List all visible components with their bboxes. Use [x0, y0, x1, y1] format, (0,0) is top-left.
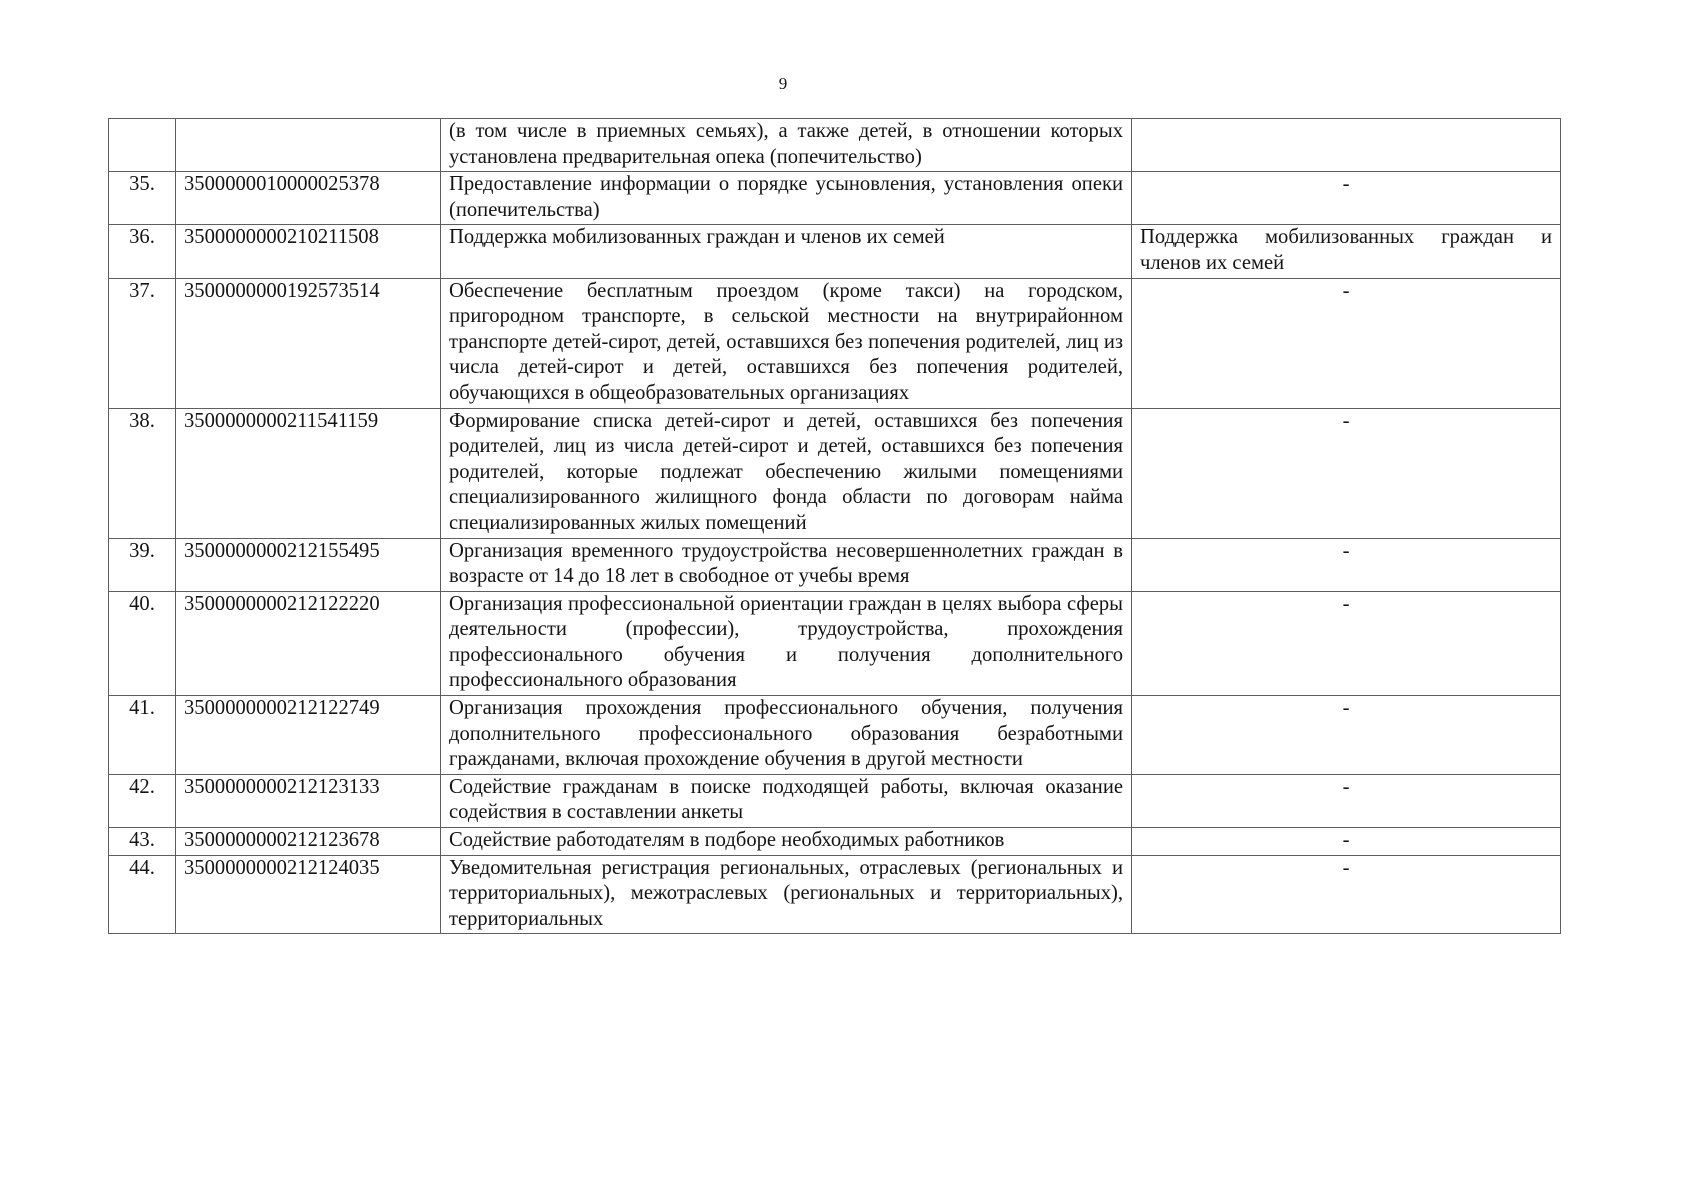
service-code: 3500000000212124035 — [176, 855, 441, 934]
row-number: 42. — [109, 774, 176, 827]
table-row — [109, 855, 1561, 934]
related-service: Поддержка мобилизованных граждан и членов их семей — [1132, 225, 1561, 278]
table-row — [109, 828, 1561, 856]
related-service — [1132, 119, 1561, 172]
service-name: Организация прохождения профессионального обучения, получения дополнительного профессионального образования безработными гражданами, включая прохождение обучения в другой местности — [441, 696, 1132, 775]
row-number: 43. — [109, 828, 176, 856]
services-table — [108, 118, 1561, 934]
row-number — [109, 119, 176, 172]
service-code: 3500000000192573514 — [176, 278, 441, 408]
service-code: 3500000000212122749 — [176, 696, 441, 775]
table-row — [109, 278, 1561, 408]
service-name: Обеспечение бесплатным проездом (кроме такси) на городском, пригородном транспорте, в сельской местности на внутрирайонном транспорте детей-сирот, детей, оставшихся без попечения родителей, лиц из числа детей-сирот и детей, оставшихся без попечения родителей, обучающихся в общеобразовательных организациях — [441, 278, 1132, 408]
service-name: Поддержка мобилизованных граждан и членов их семей — [441, 225, 1132, 278]
page-number: 9 — [778, 74, 788, 93]
service-name: Формирование списка детей-сирот и детей, оставшихся без попечения родителей, лиц из числа детей-сирот и детей, оставшихся без попечения родителей, которые подлежат обеспечению жилыми помещениями специализированного жилищного фонда области по договорам найма специализированных жилых помещений — [441, 408, 1132, 538]
service-name: (в том числе в приемных семьях), а также детей, в отношении которых установлена предварительная опека (попечительство) — [441, 119, 1132, 172]
row-number: 37. — [109, 278, 176, 408]
related-service: - — [1132, 828, 1561, 856]
related-service: - — [1132, 278, 1561, 408]
service-code: 3500000010000025378 — [176, 172, 441, 225]
table-row — [109, 408, 1561, 538]
table-row — [109, 774, 1561, 827]
related-service: - — [1132, 855, 1561, 934]
table-row — [109, 591, 1561, 695]
service-code: 3500000000212123133 — [176, 774, 441, 827]
table-row — [109, 696, 1561, 775]
related-service: - — [1132, 408, 1561, 538]
row-number: 40. — [109, 591, 176, 695]
table-row — [109, 172, 1561, 225]
table-row — [109, 538, 1561, 591]
service-code: 3500000000210211508 — [176, 225, 441, 278]
row-number: 35. — [109, 172, 176, 225]
row-number: 39. — [109, 538, 176, 591]
service-name: Содействие гражданам в поиске подходящей работы, включая оказание содействия в составлении анкеты — [441, 774, 1132, 827]
service-name: Предоставление информации о порядке усыновления, установления опеки (попечительства) — [441, 172, 1132, 225]
related-service: - — [1132, 696, 1561, 775]
service-code: 3500000000211541159 — [176, 408, 441, 538]
row-number: 41. — [109, 696, 176, 775]
service-name: Организация временного трудоустройства несовершеннолетних граждан в возрасте от 14 до 18 лет в свободное от учебы время — [441, 538, 1132, 591]
related-service: - — [1132, 591, 1561, 695]
service-code: 3500000000212123678 — [176, 828, 441, 856]
related-service: - — [1132, 774, 1561, 827]
service-name: Содействие работодателям в подборе необходимых работников — [441, 828, 1132, 856]
service-name: Организация профессиональной ориентации граждан в целях выбора сферы деятельности (профессии), трудоустройства, прохождения профессионального обучения и получения дополнительного профессионального образования — [441, 591, 1132, 695]
service-code — [176, 119, 441, 172]
related-service: - — [1132, 172, 1561, 225]
row-number: 44. — [109, 855, 176, 934]
service-code: 3500000000212122220 — [176, 591, 441, 695]
service-code: 3500000000212155495 — [176, 538, 441, 591]
table-row — [109, 225, 1561, 278]
row-number: 36. — [109, 225, 176, 278]
table-row — [109, 119, 1561, 172]
service-name: Уведомительная регистрация региональных, отраслевых (региональных и территориальных), межотраслевых (региональных и территориальных), территориальных — [441, 855, 1132, 934]
related-service: - — [1132, 538, 1561, 591]
row-number: 38. — [109, 408, 176, 538]
